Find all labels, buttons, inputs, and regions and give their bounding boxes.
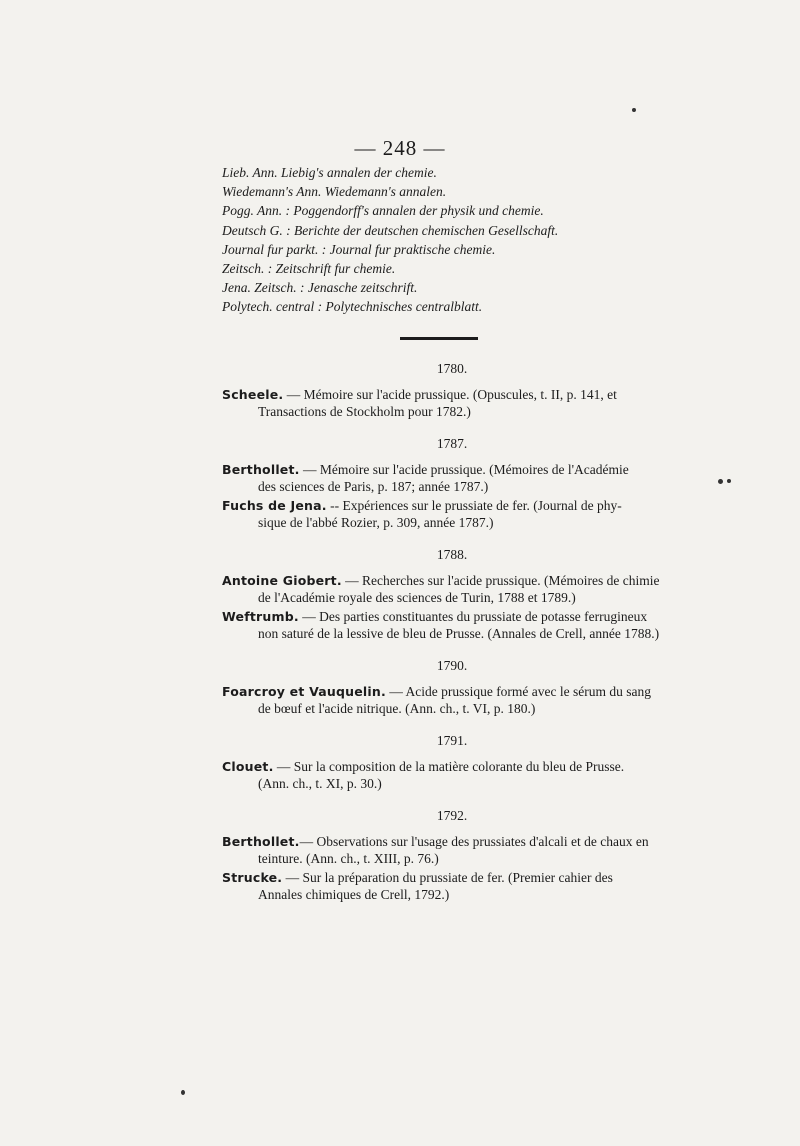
- bibliography-entry: [222, 386, 682, 420]
- scan-speck: [632, 108, 636, 112]
- year-heading: 1788.: [436, 547, 468, 562]
- page-number: — 248 —: [354, 136, 446, 160]
- section-divider: [400, 337, 478, 340]
- bibliography: [222, 360, 682, 918]
- year-heading: 1787.: [436, 436, 468, 451]
- bibliography-entry: [222, 758, 682, 792]
- entry-continuation: (Ann. ch., t. XI, p. 30.): [258, 776, 382, 791]
- entry-author: Weftrumb.: [222, 609, 299, 624]
- entry-continuation: sique de l'abbé Rozier, p. 309, année 1787.): [258, 515, 494, 530]
- abbreviation-item: Zeitsch. : Zeitschrift fur chemie.: [222, 261, 396, 277]
- entry-text: — Recherches sur l'acide prussique. (Mémoires de chimie: [341, 573, 660, 588]
- entry-text: — Sur la préparation du prussiate de fer. (Premier cahier des: [282, 870, 613, 885]
- entry-author: Fuchs de Jena.: [222, 498, 327, 513]
- entry-continuation: Annales chimiques de Crell, 1792.): [258, 887, 450, 902]
- bibliography-entry: [222, 683, 682, 717]
- entry-text: — Des parties constituantes du prussiate de potasse ferrugineux: [298, 609, 648, 624]
- year-heading: 1780.: [436, 361, 468, 376]
- bibliography-entry: [222, 497, 682, 531]
- year-section-1790: [222, 657, 682, 717]
- year-section-1788: [222, 546, 682, 642]
- bibliography-entry: [222, 572, 682, 606]
- entry-text: — Observations sur l'usage des prussiates d'alcali et de chaux en: [299, 834, 649, 849]
- entry-continuation: teinture. (Ann. ch., t. XIII, p. 76.): [258, 851, 439, 866]
- bibliography-entry: [222, 833, 682, 867]
- abbreviation-item: Wiedemann's Ann. Wiedemann's annalen.: [222, 184, 447, 200]
- entry-text: -- Expériences sur le prussiate de fer. (Journal de phy-: [326, 498, 622, 513]
- year-section-1791: [222, 732, 682, 792]
- abbreviation-item: Polytech. central : Polytechnisches centralblatt.: [222, 299, 483, 315]
- entry-author: Strucke.: [222, 870, 283, 885]
- scan-speck: [727, 479, 731, 483]
- bibliography-entry: [222, 869, 682, 903]
- year-heading: 1792.: [436, 808, 468, 823]
- scan-speck: [181, 1090, 185, 1095]
- abbreviation-list: [222, 163, 742, 317]
- entry-author: Berthollet.: [222, 462, 300, 477]
- scan-speck: [718, 479, 723, 484]
- entry-author: Foarcroy et Vauquelin.: [222, 684, 386, 699]
- abbreviation-item: Lieb. Ann. Liebig's annalen der chemie.: [222, 165, 437, 180]
- entry-author: Scheele.: [222, 387, 284, 402]
- entry-author: Clouet.: [222, 759, 274, 774]
- entry-author: Antoine Giobert.: [222, 573, 342, 588]
- entry-text: — Acide prussique formé avec le sérum du sang: [385, 684, 652, 699]
- year-section-1780: [222, 360, 682, 420]
- abbreviation-item: Deutsch G. : Berichte der deutschen chemischen Gesellschaft.: [222, 222, 559, 238]
- bibliography-entry: [222, 608, 682, 642]
- abbreviation-item: Journal fur parkt. : Journal fur praktische chemie.: [222, 241, 496, 257]
- year-heading: 1791.: [436, 733, 468, 748]
- entry-text: — Mémoire sur l'acide prussique. (Mémoires de l'Académie: [299, 462, 629, 477]
- abbreviation-item: Pogg. Ann. : Poggendorff's annalen der physik und chemie.: [222, 203, 544, 219]
- entry-continuation: Transactions de Stockholm pour 1782.): [258, 404, 471, 419]
- entry-continuation: non saturé de la lessive de bleu de Prusse. (Annales de Crell, année 1788.): [258, 626, 660, 641]
- year-section-1787: [222, 435, 682, 531]
- abbreviation-item: Jena. Zeitsch. : Jenasche zeitschrift.: [222, 280, 418, 296]
- entry-text: — Mémoire sur l'acide prussique. (Opuscules, t. II, p. 141, et: [283, 387, 617, 402]
- entry-text: — Sur la composition de la matière colorante du bleu de Prusse.: [273, 759, 625, 774]
- entry-author: Berthollet.: [222, 834, 300, 849]
- year-section-1792: [222, 807, 682, 903]
- year-heading: 1790.: [436, 658, 468, 673]
- entry-continuation: de l'Académie royale des sciences de Turin, 1788 et 1789.): [258, 590, 576, 605]
- entry-continuation: de bœuf et l'acide nitrique. (Ann. ch., t. VI, p. 180.): [258, 701, 536, 716]
- bibliography-entry: [222, 461, 682, 495]
- entry-continuation: des sciences de Paris, p. 187; année 1787.): [258, 479, 489, 494]
